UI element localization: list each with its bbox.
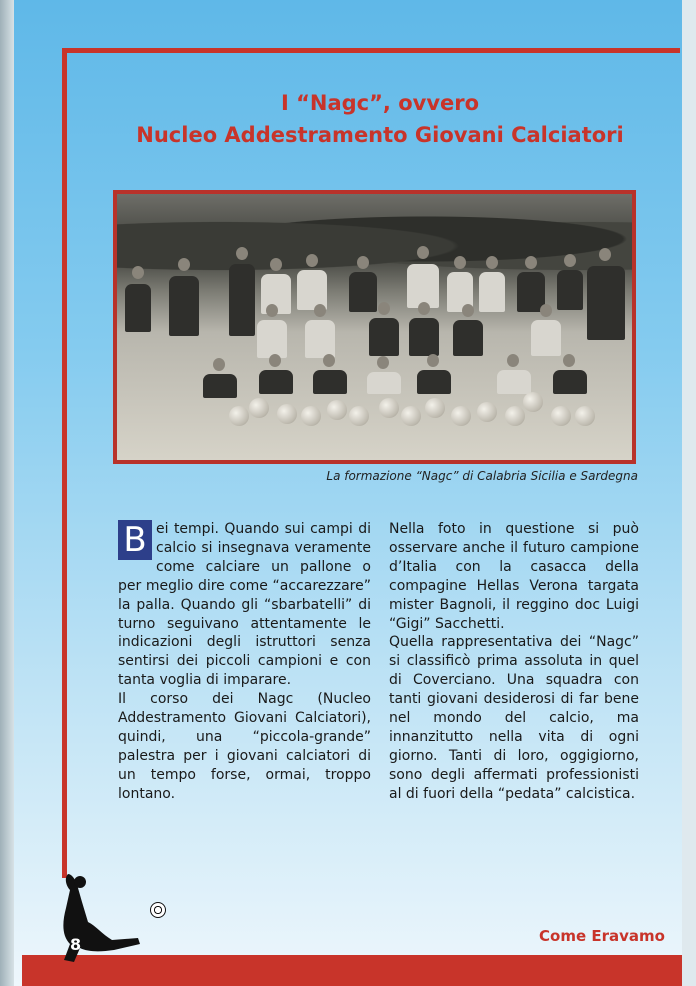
photo-player-head xyxy=(132,266,144,279)
article-column-right xyxy=(389,520,639,804)
photo-player xyxy=(531,320,561,356)
photo-ball xyxy=(349,406,369,426)
photo-ball xyxy=(477,402,497,422)
page-number: 8 xyxy=(70,935,82,954)
photo-player-head xyxy=(269,354,281,367)
photo-caption: La formazione “Nagc” di Calabria Sicilia e Sardegna xyxy=(326,469,638,483)
photo-ball xyxy=(505,406,525,426)
photo-player xyxy=(409,318,439,356)
photo-ball xyxy=(301,406,321,426)
photo-player-head xyxy=(314,304,326,317)
photo-player-head xyxy=(378,302,390,315)
photo-player xyxy=(169,276,199,336)
section-footer: Come Eravamo xyxy=(539,927,665,945)
photo-player-head xyxy=(306,254,318,267)
photo-player xyxy=(453,320,483,356)
photo-player-head xyxy=(323,354,335,367)
photo-player xyxy=(203,374,237,398)
photo-player-head xyxy=(540,304,552,317)
photo-player-head xyxy=(357,256,369,269)
frame-top-rule xyxy=(62,48,680,53)
photo-player-head xyxy=(599,248,611,261)
photo-ball xyxy=(451,406,471,426)
team-photo xyxy=(113,190,636,464)
page-edge xyxy=(0,0,14,986)
photo-ball xyxy=(327,400,347,420)
article-column-left xyxy=(118,520,371,804)
photo-player xyxy=(125,284,151,332)
photo-ball xyxy=(401,406,421,426)
photo-ball xyxy=(277,404,297,424)
photo-ball xyxy=(229,406,249,426)
photo-player-head xyxy=(236,247,248,260)
photo-player-head xyxy=(417,246,429,259)
photo-player-head xyxy=(427,354,439,367)
photo-trees xyxy=(117,204,632,274)
photo-player xyxy=(497,370,531,394)
photo-player xyxy=(259,370,293,394)
article-title-line-1: I “Nagc”, ovvero xyxy=(280,91,480,115)
photo-player-head xyxy=(462,304,474,317)
photo-ball xyxy=(523,392,543,412)
dropcap: B xyxy=(118,520,152,560)
photo-ball xyxy=(249,398,269,418)
photo-ball xyxy=(425,398,445,418)
photo-player-head xyxy=(418,302,430,315)
photo-player xyxy=(305,320,335,358)
right-column-text: Nella foto in questione si può osservare anche il futuro campione d’Italia con la casacca della compagine Hellas Verona targata mister Bagnoli, il reggino doc Luigi “Gigi” Sacchetti. Quella rappresentativa dei “Nagc” si classificò prima assoluta in quel di Coverciano. Una squadra con tanti giovani desiderosi di far bene nel mondo del calcio, ma innanzitutto nella vita di ogni giorno. Tanti di loro, oggigiorno, sono degli affermati professionisti al di fuori della “pedata” calcistica. xyxy=(389,521,639,802)
photo-ball xyxy=(551,406,571,426)
photo-player-head xyxy=(266,304,278,317)
photo-player-head xyxy=(486,256,498,269)
photo-player xyxy=(553,370,587,394)
photo-player xyxy=(229,264,255,336)
football-icon xyxy=(150,902,166,918)
article-title-line-2: Nucleo Addestramento Giovani Calciatori xyxy=(136,123,624,147)
photo-player xyxy=(417,370,451,394)
photo-player xyxy=(369,318,399,356)
kicking-player-logo xyxy=(52,868,152,968)
photo-player xyxy=(587,266,625,340)
frame-left-rule xyxy=(62,48,67,878)
photo-player-head xyxy=(270,258,282,271)
photo-player-head xyxy=(213,358,225,371)
photo-player-head xyxy=(377,356,389,369)
photo-player xyxy=(479,272,505,312)
photo-ball xyxy=(379,398,399,418)
photo-player-head xyxy=(564,254,576,267)
photo-player-head xyxy=(507,354,519,367)
left-column-text: ei tempi. Quando sui campi di calcio si insegnava veramente come calciare un pallone o per meglio dire come “accarezzare” la palla. Quando gli “sbarbatelli” di turno seguivano attentamente le indicazioni degli istruttori senza sentirsi dei piccoli campioni e con tanta voglia di imparare. Il corso dei Nagc (Nucleo Addestramento Giovani Calciatori), quindi, una “piccola-grande” palestra per i giovani calciatori di un tempo forse, ormai, troppo lontano. xyxy=(118,521,371,802)
photo-player xyxy=(557,270,583,310)
photo-player-head xyxy=(178,258,190,271)
photo-player-head xyxy=(563,354,575,367)
photo-player xyxy=(349,272,377,312)
photo-player xyxy=(257,320,287,358)
photo-player xyxy=(313,370,347,394)
photo-ball xyxy=(575,406,595,426)
photo-player xyxy=(367,372,401,394)
photo-player-head xyxy=(525,256,537,269)
photo-player-head xyxy=(454,256,466,269)
